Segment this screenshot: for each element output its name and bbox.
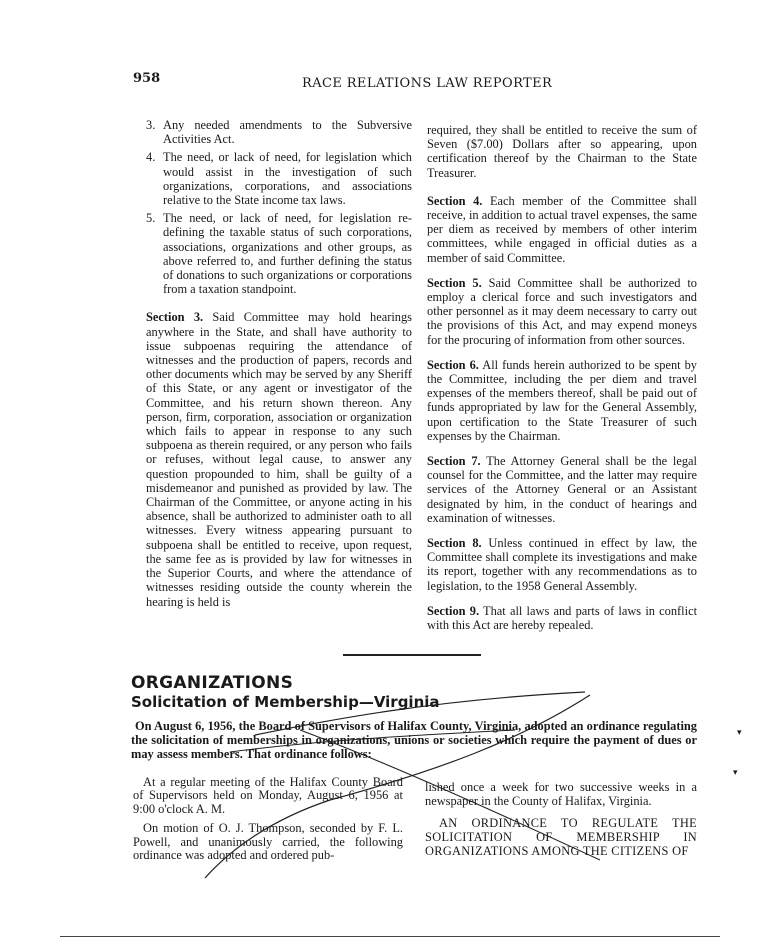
page-number: 958 xyxy=(133,71,161,86)
section-8-heading: Section 8. xyxy=(427,536,482,551)
list-item xyxy=(146,211,412,296)
list-item xyxy=(146,150,412,207)
topic-heading: ORGANIZATIONS xyxy=(131,673,294,693)
right-column xyxy=(427,123,697,643)
section-4-heading: Section 4. xyxy=(427,193,483,208)
bottom-rule xyxy=(60,936,720,937)
section-5-heading: Section 5. xyxy=(427,275,482,290)
section-7-text: The Attorney General shall be the legal counsel for the Committee, and the latter may require services of the Attorney General or an Assistant designated by him, in the conduct of hearings and examination of witnesses. xyxy=(427,454,698,525)
section-3-heading: Section 3. xyxy=(146,310,204,325)
margin-mark: ▾ xyxy=(733,768,738,778)
list-item-text: Any needed amendments to the Subversive Activities Act. xyxy=(163,118,412,147)
ordinance-right-column xyxy=(425,780,697,864)
list-item-number: 3. xyxy=(146,118,156,132)
motion-paragraph: On motion of O. J. Thompson, seconded by F. L. Powell, and unanimously carried, the following ordinance was adopted and ordered pub- xyxy=(133,821,403,863)
list-item xyxy=(146,118,412,146)
continuation-paragraph: required, they shall be entitled to receive the sum of Seven ($7.00) Dollars after so appearing, upon certification thereof by the Chairman to the State Treasurer. xyxy=(427,123,697,180)
meeting-paragraph: At a regular meeting of the Halifax County Board of Supervisors held on Monday, August 6, 1956 at 9:00 o'clock A. M. xyxy=(133,775,403,816)
list-item-text: The need, or lack of need, for legislation re-defining the taxable status of such corporations, associations, organizations and other groups, as above referred to, and further defining the status of donations to such organizations or corporations from a taxation standpoint. xyxy=(163,211,412,297)
section-5-paragraph xyxy=(427,276,697,347)
section-divider xyxy=(343,654,481,656)
section-6-text: All funds herein authorized to be spent by the Committee, including the per diem and travel expenses of the members thereof, shall be paid out of funds appropriated by law for the General Assembly, upon certification to the State Treasurer of such expenses by the Chairman. xyxy=(427,357,698,443)
lead-text: On August 6, 1956, the Board of Supervisors of Halifax County, Virginia, adopted an ordinance regulating the solicitation of memberships in organizations, unions or societies which require the payment of dues or may assess members. That ordinance follows: xyxy=(131,719,697,761)
section-9-text: That all laws and parts of laws in conflict with this Act are hereby repealed. xyxy=(427,603,698,633)
list-item-number: 5. xyxy=(146,211,156,226)
section-4-paragraph xyxy=(427,194,697,265)
margin-mark: ▾ xyxy=(737,728,742,738)
list-item-number: 4. xyxy=(146,150,156,165)
section-3-paragraph xyxy=(146,310,412,608)
section-7-heading: Section 7. xyxy=(427,454,481,469)
ordinance-left-column xyxy=(133,776,403,868)
section-8-text: Unless continued in effect by law, the Committee shall complete its investigations and make its report, together with any recommendations as to legislation, to the 1958 General Assembly. xyxy=(427,536,697,593)
lead-paragraph xyxy=(131,719,697,761)
section-9-paragraph xyxy=(427,604,697,632)
section-5-text: Said Committee shall be authorized to employ a clerical force and such investigators and other personnel as it may deem necessary to carry out the provisions of this Act, and may expend moneys for the procuring of information from other sources. xyxy=(427,275,697,347)
section-9-heading: Section 9. xyxy=(427,603,480,618)
section-6-heading: Section 6. xyxy=(427,357,479,372)
section-3-text: Said Committee may hold hearings anywhere in the State, and shall have authority to issue subpoenas requiring the attendance of witnesses and the production of papers, records and other documents which may be served by any Sheriff of this State, or any agent or investigator of the Committee, and his return shown thereon. Any person, firm, corporation, association or organization which fails to appear in response to any such subpoena as therein required, or any person who fails or refuses, without legal cause, to answer any question propounded to him, shall be guilty of a misdemeanor and punished as provided by law. The Chairman of the Committee, or anyone acting in his absence, shall be authorized to administer oath to all witnesses. Every witness appearing pursuant to subpoena shall be entitled to receive, upon request, the same fee as is provided by law for witnesses in the Superior Courts, and where the attendance of witnesses residing outside the county wherein the hearing is held is xyxy=(146,310,412,609)
ordinance-title: AN ORDINANCE TO REGULATE THE SOLICITATION OF MEMBERSHIP IN ORGANIZATIONS AMONG THE CITIZENS OF xyxy=(425,816,697,858)
section-6-paragraph xyxy=(427,358,697,443)
left-column xyxy=(146,118,412,620)
section-4-text: Each member of the Committee shall receive, in addition to actual travel expenses, the same per diem as received by members of other interim committees, while engaged in official duties as a member of said Committee. xyxy=(427,193,697,265)
section-7-paragraph xyxy=(427,454,697,525)
topic-subheading: Solicitation of Membership—Virginia xyxy=(131,693,440,711)
running-title: RACE RELATIONS LAW REPORTER xyxy=(302,76,553,91)
publication-paragraph: lished once a week for two successive weeks in a newspaper in the County of Halifax, Virginia. xyxy=(425,780,697,808)
section-8-paragraph xyxy=(427,536,697,593)
list-item-text: The need, or lack of need, for legislation which would assist in the investigation of such organizations, corporations, and associations relative to the State income tax laws. xyxy=(163,150,412,208)
